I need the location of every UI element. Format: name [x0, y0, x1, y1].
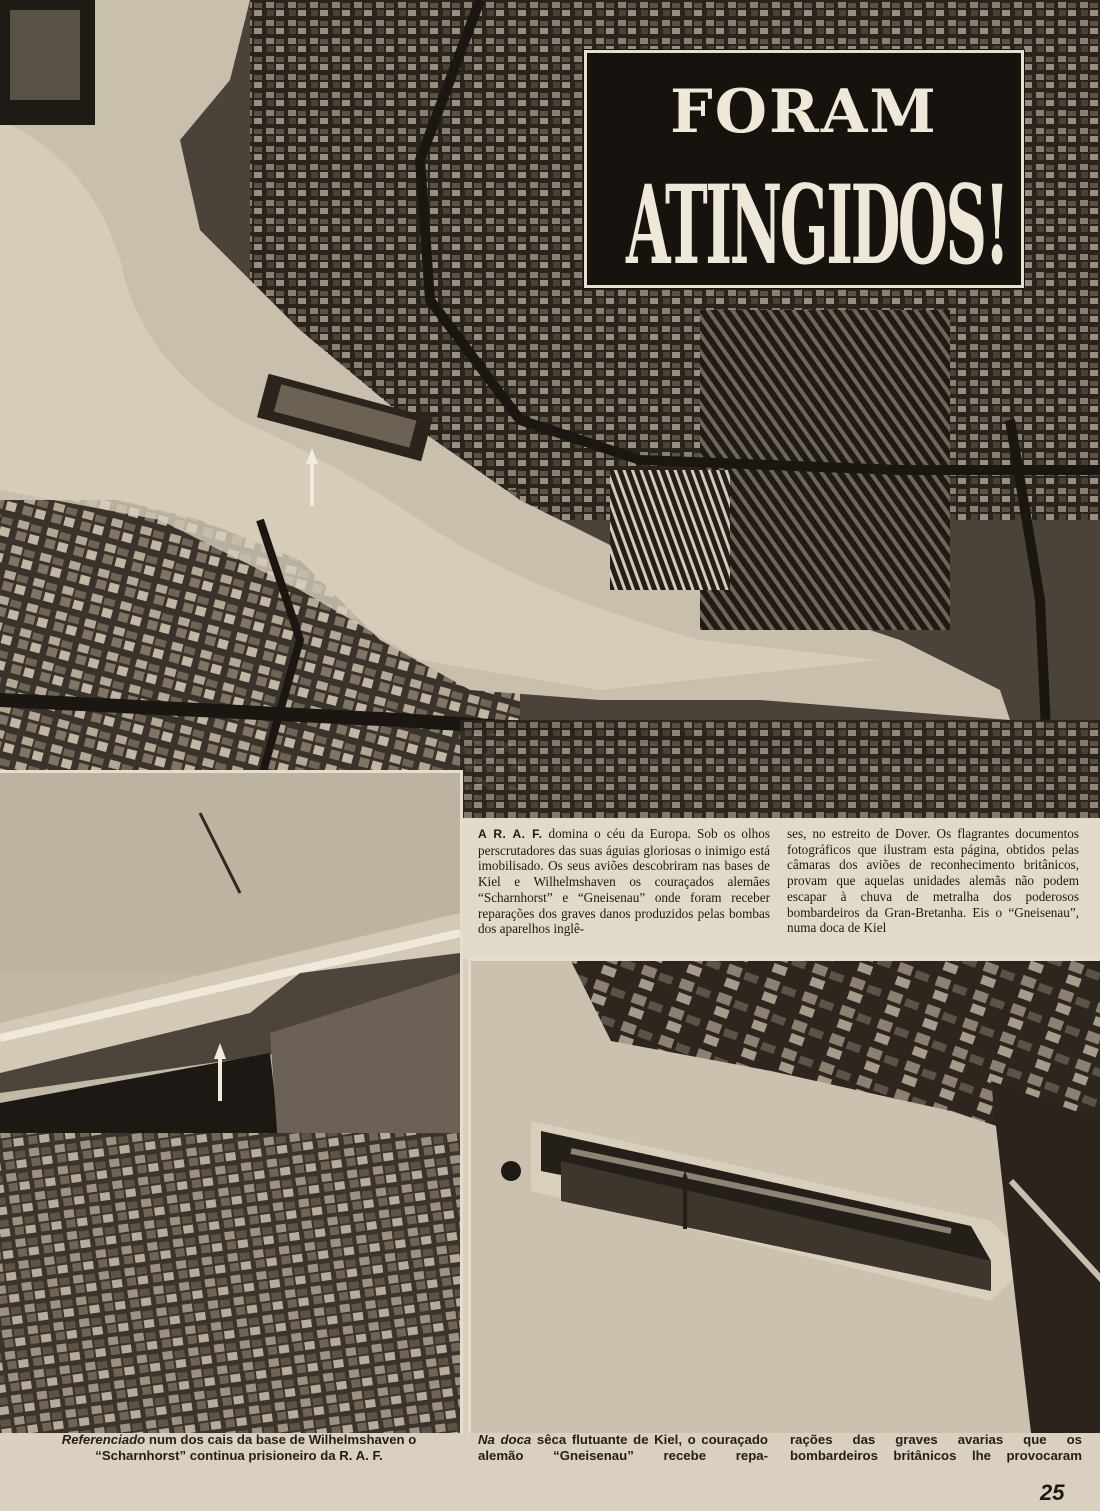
caption-mid-lead: Na doca	[478, 1432, 532, 1447]
headline-line-1: FORAM	[670, 77, 938, 147]
article-left-text: domina o céu da Europa. Sob os olhos perscrutadores das suas águias gloriosas o inimigo está imobilisado. Os seus aviões descobriram nas bases de Kiel e Wilhelmshaven os couraçados alemães “Scharnhorst” e “Gneisenau” onde foram receber reparações dos graves danos produzidos pelas bombas dos aparelhos inglê-	[478, 826, 770, 937]
caption-left-text: num dos cais da base de Wilhelmshaven o “Scharnhorst” continua prisioneiro da R. A. F.	[95, 1432, 417, 1463]
article-column-right	[787, 826, 1079, 936]
aerial-photo-wilhelmshaven	[0, 770, 463, 1433]
caption-kiel-part1	[478, 1432, 768, 1464]
article-column-left	[478, 826, 770, 937]
caption-kiel-part2	[790, 1432, 1082, 1464]
article-text	[463, 818, 1100, 958]
headline-box	[584, 50, 1024, 288]
aerial-photo-kiel-dock	[468, 958, 1100, 1433]
page-number: 25	[1040, 1480, 1065, 1505]
caption-left-lead: Referenciado	[61, 1432, 146, 1447]
article-right-text: ses, no estreito de Dover. Os flagrantes documentos fotográficos que ilustram esta página, obtidos pelas câmaras dos aviões de reconhecimento britânicos, provam que aquelas unidades alemãs não podem escapar à chuva de metralha dos poderosos bombardeiros da Gran-Bretanha. Eis o “Gneisenau”, numa doca de Kiel	[787, 826, 1079, 936]
headline-line-2: ATINGIDOS!	[626, 160, 1008, 290]
caption-mid-text: sêca flutuante de Kiel, o couraçado alemão “Gneisenau” recebe repa-	[478, 1432, 768, 1463]
article-lead: A R. A. F.	[478, 827, 543, 841]
caption-wilhelmshaven	[20, 1432, 458, 1464]
caption-right-text: rações das graves avarias que os bombardeiros britânicos lhe provocaram	[790, 1432, 1082, 1463]
